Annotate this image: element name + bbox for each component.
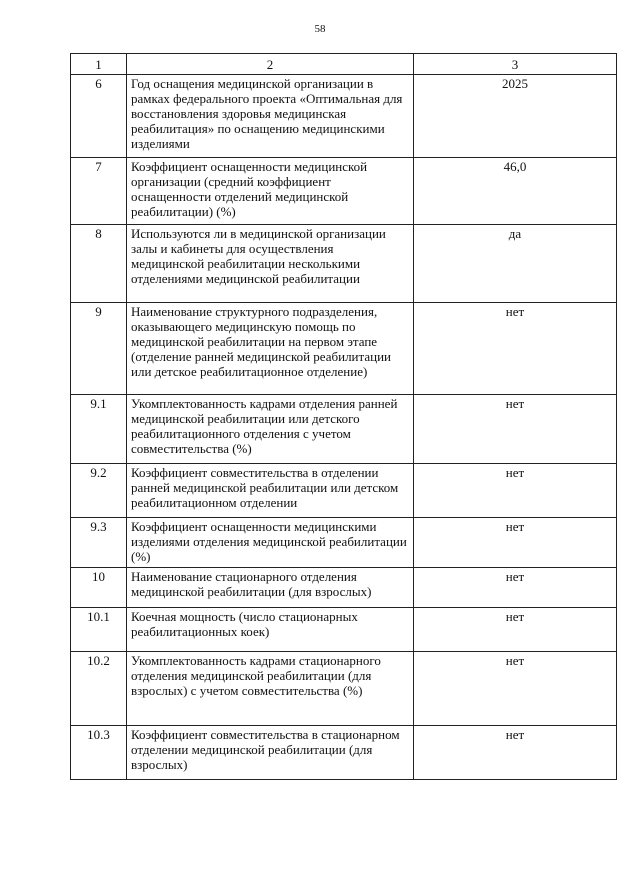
row-number: 9 [71,303,127,395]
table-row [71,158,617,225]
row-value: нет [414,608,617,652]
table-row [71,652,617,726]
table-row [71,395,617,464]
table-row [71,464,617,518]
row-description: Коэффициент совместительства в стационарном отделении медицинской реабилитации (для взрослых) [127,726,414,780]
row-value: да [414,225,617,303]
row-description: Укомплектованность кадрами отделения ранней медицинской реабилитации или детского реабилитационного отделения с учетом совместительства (%) [127,395,414,464]
row-number: 7 [71,158,127,225]
row-value: нет [414,568,617,608]
row-number: 10 [71,568,127,608]
column-header-3: 3 [414,54,617,75]
row-number: 8 [71,225,127,303]
column-header-1: 1 [71,54,127,75]
row-value: нет [414,464,617,518]
table-row [71,568,617,608]
row-value: нет [414,652,617,726]
row-value: нет [414,518,617,568]
row-value: 46,0 [414,158,617,225]
row-number: 10.3 [71,726,127,780]
row-description: Укомплектованность кадрами стационарного отделения медицинской реабилитации (для взрослых) с учетом совместительства (%) [127,652,414,726]
row-number: 9.1 [71,395,127,464]
row-description: Наименование структурного подразделения, оказывающего медицинскую помощь по медицинской реабилитации на первом этапе (отделение ранней медицинской реабилитации или детское реабилитационное отделение) [127,303,414,395]
row-description: Год оснащения медицинской организации в рамках федерального проекта «Оптимальная для восстановления здоровья медицинская реабилитация» по оснащению медицинскими изделиями [127,75,414,158]
table-row [71,75,617,158]
row-description: Коэффициент совместительства в отделении ранней медицинской реабилитации или детском реабилитационном отделении [127,464,414,518]
row-description: Коэффициент оснащенности медицинскими изделиями отделения медицинской реабилитации (%) [127,518,414,568]
table-row [71,518,617,568]
table-row [71,303,617,395]
row-number: 9.2 [71,464,127,518]
row-number: 9.3 [71,518,127,568]
table-header-row [71,54,617,75]
table-row [71,225,617,303]
row-value: 2025 [414,75,617,158]
data-table [70,53,617,780]
row-value: нет [414,303,617,395]
row-description: Коечная мощность (число стационарных реабилитационных коек) [127,608,414,652]
page-number: 58 [314,23,326,35]
row-description: Наименование стационарного отделения медицинской реабилитации (для взрослых) [127,568,414,608]
table-row [71,726,617,780]
column-header-2: 2 [127,54,414,75]
row-description: Коэффициент оснащенности медицинской организации (средний коэффициент оснащенности отделений медицинской реабилитации) (%) [127,158,414,225]
row-number: 10.2 [71,652,127,726]
table-row [71,608,617,652]
row-value: нет [414,395,617,464]
row-value: нет [414,726,617,780]
row-number: 10.1 [71,608,127,652]
row-number: 6 [71,75,127,158]
row-description: Используются ли в медицинской организации залы и кабинеты для осуществления медицинской реабилитации несколькими отделениями медицинской реабилитации [127,225,414,303]
